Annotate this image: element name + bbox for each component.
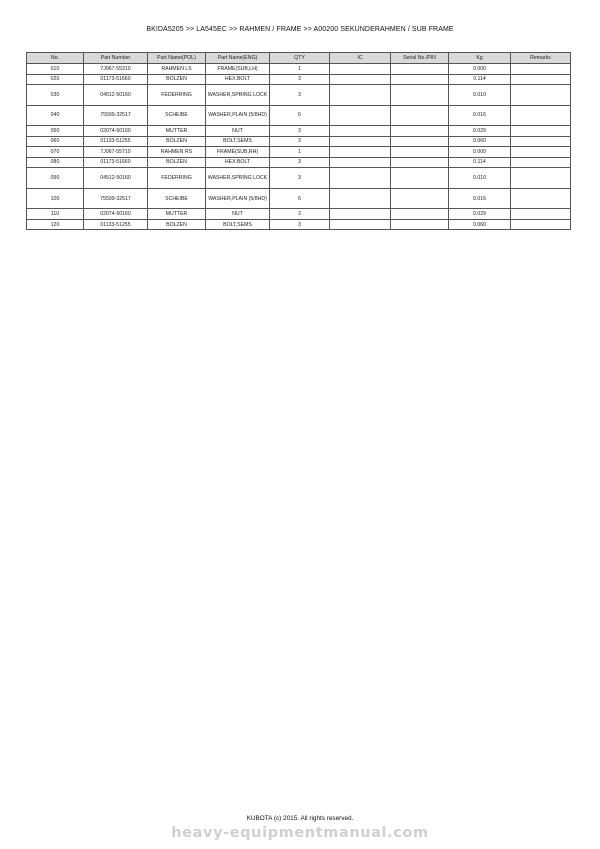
cell-ic xyxy=(330,168,391,189)
cell-qty: 3 xyxy=(270,209,330,220)
column-header-part-name-pol: Part Name(POL) xyxy=(148,53,206,64)
table-row xyxy=(27,74,571,85)
column-header-no: No. xyxy=(27,53,84,64)
cell-part-number: 01173-51660 xyxy=(84,74,148,85)
table-row xyxy=(27,147,571,158)
column-header-serial: Serial No./PIN xyxy=(391,53,449,64)
cell-ic xyxy=(330,219,391,230)
cell-no: 020 xyxy=(27,74,84,85)
cell-serial xyxy=(391,168,449,189)
cell-ic xyxy=(330,85,391,106)
parts-table-body xyxy=(27,64,571,230)
cell-part-name-pol: MUTTER xyxy=(148,126,206,137)
cell-ic xyxy=(330,188,391,209)
cell-part-name-eng: BOLT,SEMS xyxy=(206,219,270,230)
cell-qty: 1 xyxy=(270,147,330,158)
cell-part-number: 04512-50160 xyxy=(84,85,148,106)
cell-kg: 0.010 xyxy=(449,85,511,106)
cell-part-name-pol: SCHEIBE xyxy=(148,188,206,209)
cell-serial xyxy=(391,126,449,137)
cell-serial xyxy=(391,219,449,230)
cell-no: 100 xyxy=(27,188,84,209)
table-row xyxy=(27,219,571,230)
parts-table xyxy=(26,52,571,230)
cell-part-name-pol: SCHEIBE xyxy=(148,105,206,126)
cell-kg: 0.114 xyxy=(449,157,511,168)
cell-ic xyxy=(330,105,391,126)
column-header-remarks: Remarks xyxy=(511,53,571,64)
cell-ic xyxy=(330,64,391,75)
cell-qty: 3 xyxy=(270,219,330,230)
cell-serial xyxy=(391,157,449,168)
cell-part-name-pol: RAHMEN RS xyxy=(148,147,206,158)
table-row xyxy=(27,126,571,137)
cell-part-number: 75599-32517 xyxy=(84,105,148,126)
cell-kg: 0.010 xyxy=(449,168,511,189)
cell-remarks xyxy=(511,126,571,137)
cell-serial xyxy=(391,188,449,209)
table-row xyxy=(27,85,571,106)
watermark: heavy-equipmentmanual.com xyxy=(171,825,429,841)
cell-serial xyxy=(391,147,449,158)
cell-remarks xyxy=(511,168,571,189)
cell-part-number: 02074-50160 xyxy=(84,209,148,220)
cell-part-name-pol: MUTTER xyxy=(148,209,206,220)
table-row xyxy=(27,64,571,75)
cell-remarks xyxy=(511,136,571,147)
cell-part-name-eng: WASHER,PLAIN (5/8HD) xyxy=(206,105,270,126)
cell-serial xyxy=(391,64,449,75)
cell-ic xyxy=(330,74,391,85)
column-header-kg: Kg xyxy=(449,53,511,64)
column-header-ic: IC xyxy=(330,53,391,64)
cell-remarks xyxy=(511,219,571,230)
cell-part-number: 75599-32517 xyxy=(84,188,148,209)
cell-part-name-pol: BOLZEN xyxy=(148,219,206,230)
cell-qty: 3 xyxy=(270,136,330,147)
cell-remarks xyxy=(511,157,571,168)
cell-part-number: 01133-51255 xyxy=(84,136,148,147)
column-header-part-name-eng: Part Name(ENG) xyxy=(206,53,270,64)
cell-serial xyxy=(391,74,449,85)
cell-ic xyxy=(330,157,391,168)
cell-part-number: 04512-50160 xyxy=(84,168,148,189)
cell-kg: 0.000 xyxy=(449,147,511,158)
cell-part-name-eng: WASHER,SPRING LOCK xyxy=(206,168,270,189)
table-row xyxy=(27,105,571,126)
table-row xyxy=(27,136,571,147)
cell-qty: 3 xyxy=(270,168,330,189)
cell-serial xyxy=(391,209,449,220)
cell-kg: 0.114 xyxy=(449,74,511,85)
cell-part-name-eng: HEX.BOLT xyxy=(206,74,270,85)
cell-part-name-pol: BOLZEN xyxy=(148,157,206,168)
cell-part-name-eng: BOLT,SEMS xyxy=(206,136,270,147)
cell-kg: 0.000 xyxy=(449,64,511,75)
page-title: BK!DA5205 >> LA545EC >> RAHMEN / FRAME >> A00200 SEKUNDERAHMEN / SUB FRAME xyxy=(146,26,454,33)
cell-part-name-pol: BOLZEN xyxy=(148,74,206,85)
cell-part-name-pol: FEDERRING xyxy=(148,85,206,106)
cell-serial xyxy=(391,105,449,126)
cell-qty: 1 xyxy=(270,64,330,75)
cell-part-number: 7J067-55310 xyxy=(84,64,148,75)
cell-no: 110 xyxy=(27,209,84,220)
cell-part-name-eng: FRAME(SUB,LH) xyxy=(206,64,270,75)
cell-remarks xyxy=(511,64,571,75)
cell-no: 060 xyxy=(27,136,84,147)
cell-remarks xyxy=(511,188,571,209)
table-row xyxy=(27,188,571,209)
cell-ic xyxy=(330,126,391,137)
cell-qty: 6 xyxy=(270,188,330,209)
table-row xyxy=(27,168,571,189)
cell-remarks xyxy=(511,74,571,85)
cell-no: 070 xyxy=(27,147,84,158)
cell-ic xyxy=(330,209,391,220)
cell-serial xyxy=(391,136,449,147)
cell-ic xyxy=(330,147,391,158)
copyright-footer: KUBOTA (c) 2015. All rights reserved. xyxy=(246,815,354,822)
cell-part-name-eng: FRAME(SUB,RH) xyxy=(206,147,270,158)
cell-qty: 3 xyxy=(270,74,330,85)
cell-qty: 6 xyxy=(270,105,330,126)
cell-qty: 3 xyxy=(270,157,330,168)
cell-part-number: 02074-50160 xyxy=(84,126,148,137)
cell-part-name-eng: WASHER,PLAIN (5/8HD) xyxy=(206,188,270,209)
cell-part-name-eng: HEX.BOLT xyxy=(206,157,270,168)
cell-no: 040 xyxy=(27,105,84,126)
cell-part-name-eng: NUT xyxy=(206,126,270,137)
table-row xyxy=(27,209,571,220)
cell-kg: 0.029 xyxy=(449,126,511,137)
cell-part-name-eng: WASHER,SPRING LOCK xyxy=(206,85,270,106)
cell-kg: 0.060 xyxy=(449,219,511,230)
cell-remarks xyxy=(511,105,571,126)
cell-part-name-eng: NUT xyxy=(206,209,270,220)
cell-no: 090 xyxy=(27,168,84,189)
cell-kg: 0.016 xyxy=(449,105,511,126)
cell-no: 030 xyxy=(27,85,84,106)
cell-serial xyxy=(391,85,449,106)
column-header-qty: QTY xyxy=(270,53,330,64)
cell-ic xyxy=(330,136,391,147)
table-row xyxy=(27,157,571,168)
cell-kg: 0.060 xyxy=(449,136,511,147)
cell-no: 080 xyxy=(27,157,84,168)
cell-remarks xyxy=(511,147,571,158)
cell-qty: 3 xyxy=(270,126,330,137)
cell-remarks xyxy=(511,209,571,220)
cell-no: 010 xyxy=(27,64,84,75)
cell-qty: 3 xyxy=(270,85,330,106)
cell-remarks xyxy=(511,85,571,106)
cell-part-name-pol: BOLZEN xyxy=(148,136,206,147)
cell-no: 050 xyxy=(27,126,84,137)
cell-no: 120 xyxy=(27,219,84,230)
column-header-part-number: Part Number xyxy=(84,53,148,64)
cell-part-number: 01133-51255 xyxy=(84,219,148,230)
cell-kg: 0.016 xyxy=(449,188,511,209)
cell-part-number: 7J067-55710 xyxy=(84,147,148,158)
cell-kg: 0.029 xyxy=(449,209,511,220)
cell-part-name-pol: RAHMEN LS xyxy=(148,64,206,75)
cell-part-name-pol: FEDERRING xyxy=(148,168,206,189)
table-header-row xyxy=(27,53,571,64)
cell-part-number: 01173-51660 xyxy=(84,157,148,168)
